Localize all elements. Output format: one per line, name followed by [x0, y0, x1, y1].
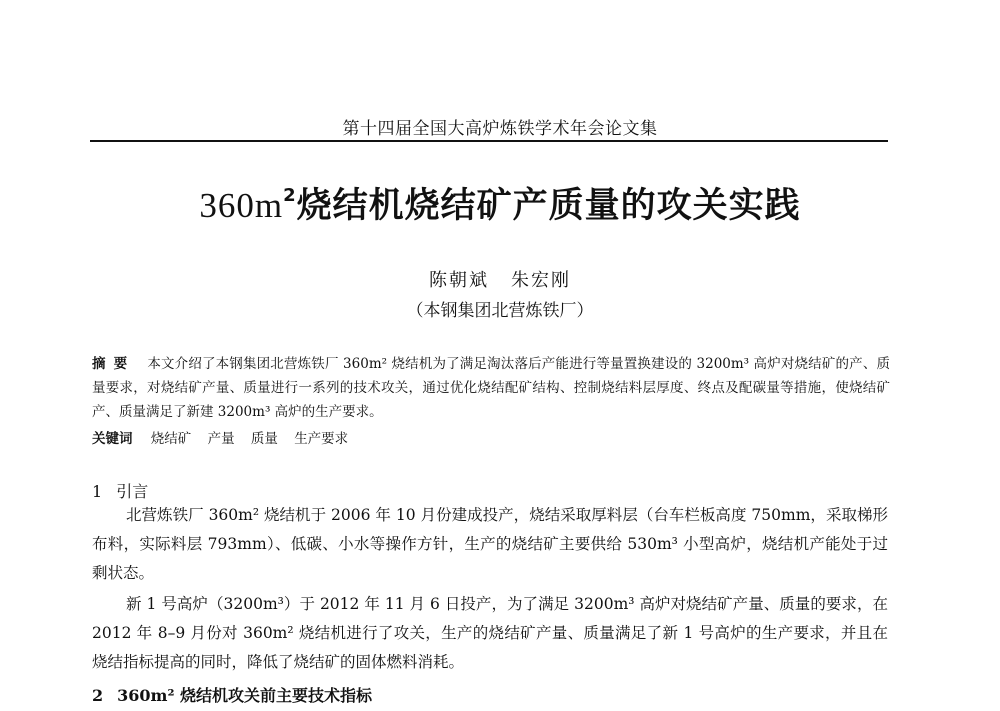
keyword: 产量 — [207, 431, 235, 447]
author-list — [0, 266, 1000, 292]
keyword: 烧结矿 — [150, 431, 192, 447]
keyword: 生产要求 — [294, 431, 349, 447]
section-heading — [92, 683, 372, 706]
keywords-label: 关键词 — [92, 431, 133, 447]
running-header: 第十四届全国大高炉炼铁学术年会论文集 — [342, 119, 658, 139]
section-title: 360m² 烧结机攻关前主要技术指标 — [117, 686, 373, 705]
section-title: 引言 — [116, 482, 149, 501]
author-name: 陈朝斌 — [429, 270, 489, 291]
section-heading — [92, 479, 148, 502]
title-text: 烧结机烧结矿产质量的攻关实践 — [296, 186, 801, 226]
section-number: 1 — [92, 482, 103, 501]
section-number: 2 — [92, 686, 104, 705]
author-name: 朱宏刚 — [511, 270, 571, 291]
title-number: 360m — [199, 186, 284, 225]
body-paragraph — [92, 501, 888, 588]
keyword: 质量 — [250, 431, 278, 447]
affiliation: （本钢集团北营炼铁厂） — [406, 301, 594, 321]
abstract-text: 本文介绍了本钢集团北营炼铁厂 360m² 烧结机为了满足淘汰落后产能进行等量置换建设的 3200m³ 高炉对烧结矿的产、质量要求，对烧结矿产量、质量进行一系列的技术攻关，通过优化烧结配矿结构、控制烧结料层厚度、终点及配碳量等措施，使烧结矿产、质量满足了新建 3200m³ 高炉的生产要求。 — [92, 356, 890, 420]
header-rule — [90, 140, 888, 142]
abstract-label: 摘要 — [92, 356, 136, 372]
paragraph-text: 北营炼铁厂 360m² 烧结机于 2006 年 10 月份建成投产，烧结采取厚料层（台车栏板高度 750mm，采取梯形布料，实际料层 793mm）、低碳、小水等操作方针，生产的烧结矿主要供给 530m³ 小型高炉，烧结机产能处于过剩状态。 — [92, 506, 888, 582]
keywords — [92, 427, 890, 447]
paper-title — [0, 178, 1000, 228]
abstract — [92, 352, 890, 424]
paragraph-text: 新 1 号高炉（3200m³）于 2012 年 11 月 6 日投产，为了满足 3200m³ 高炉对烧结矿产量、质量的要求，在 2012 年 8–9 月份对 360m² 烧结机进行了攻关，生产的烧结矿产量、质量满足了新 1 号高炉的生产要求，并且在烧结指标提高的同时，降低了烧结矿的固体燃料消耗。 — [92, 595, 888, 671]
body-paragraph — [92, 590, 888, 677]
title-superscript: 2 — [283, 185, 297, 206]
